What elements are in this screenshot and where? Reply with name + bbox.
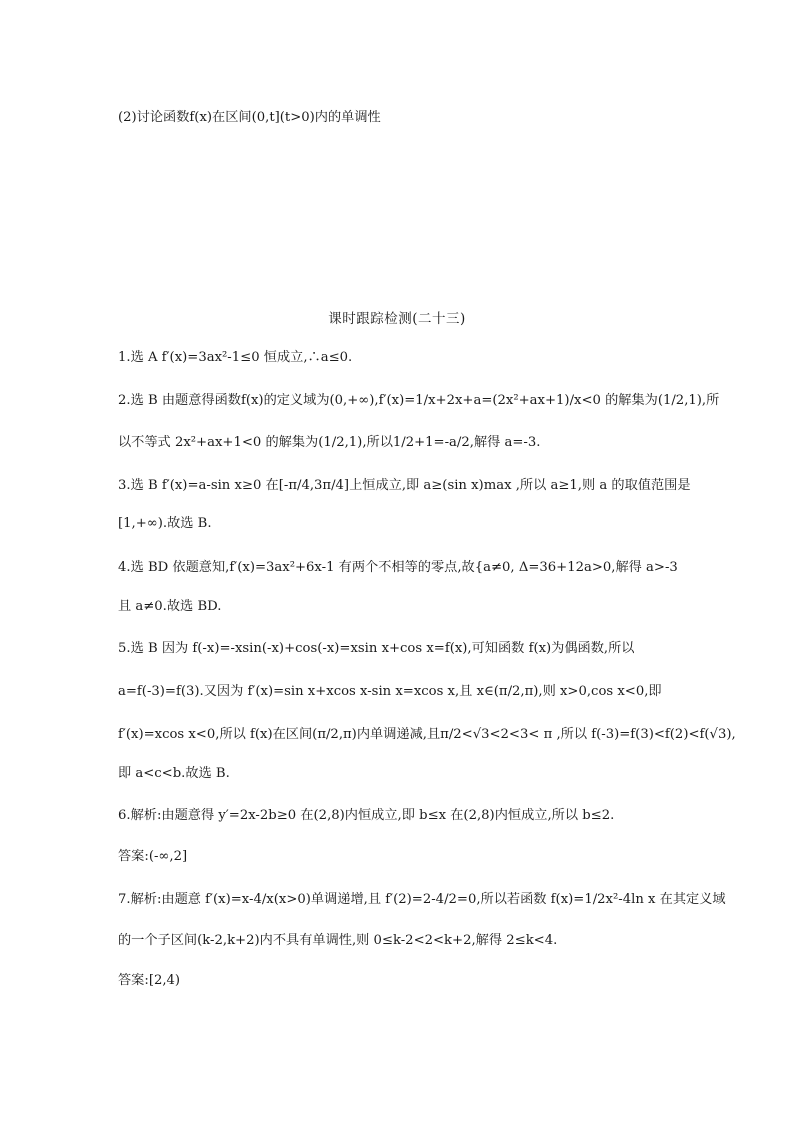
answer-line-14: 7.解析:由题意 f′(x)=x-4/x(x>0)单调递增,且 f′(2)=2-4/2=0,所以若函数 f(x)=1/2x²-4ln x 在其定义域 [118,892,726,907]
part2-question: (2)讨论函数f(x)在区间(0,t](t>0)内的单调性 [118,110,381,125]
section-title: 课时跟踪检测(二十三) [328,311,466,327]
answer-line-4: 3.选 B f′(x)=a-sin x≥0 在[-π/4,3π/4]上恒成立,即 a≥(sin x)max ,所以 a≥1,则 a 的取值范围是 [118,478,691,493]
answer-line-9: a=f(-3)=f(3).又因为 f′(x)=sin x+xcos x-sin x=xcos x,且 x∈(π/2,π),则 x>0,cos x<0,即 [118,684,662,699]
answer-line-16: 答案:[2,4) [118,973,181,988]
answer-line-12: 6.解析:由题意得 y′=2x-2b≥0 在(2,8)内恒成立,即 b≤x 在(2,8)内恒成立,所以 b≤2. [118,808,615,823]
answer-line-1: 1.选 A f′(x)=3ax²-1≤0 恒成立,∴a≤0. [118,350,353,365]
answer-line-7: 且 a≠0.故选 BD. [118,599,222,614]
answer-line-8: 5.选 B 因为 f(-x)=-xsin(-x)+cos(-x)=xsin x+cos x=f(x),可知函数 f(x)为偶函数,所以 [118,641,635,656]
answer-line-2: 2.选 B 由题意得函数f(x)的定义域为(0,+∞),f′(x)=1/x+2x+a=(2x²+ax+1)/x<0 的解集为(1/2,1),所 [118,393,720,408]
answer-line-13: 答案:(-∞,2] [118,849,188,864]
answer-line-3: 以不等式 2x²+ax+1<0 的解集为(1/2,1),所以1/2+1=-a/2,解得 a=-3. [118,435,541,450]
answer-line-10: f′(x)=xcos x<0,所以 f(x)在区间(π/2,π)内单调递减,且π/2<√3<2<3< π ,所以 f(-3)=f(3)<f(2)<f(√3), [118,727,736,742]
answer-line-15: 的一个子区间(k-2,k+2)内不具有单调性,则 0≤k-2<2<k+2,解得 2≤k<4. [118,933,558,948]
answer-line-11: 即 a<c<b.故选 B. [118,766,230,781]
answer-line-5: [1,+∞).故选 B. [118,516,212,531]
answer-line-6: 4.选 BD 依题意知,f′(x)=3ax²+6x-1 有两个不相等的零点,故{a≠0, Δ=36+12a>0,解得 a>-3 [118,560,678,575]
